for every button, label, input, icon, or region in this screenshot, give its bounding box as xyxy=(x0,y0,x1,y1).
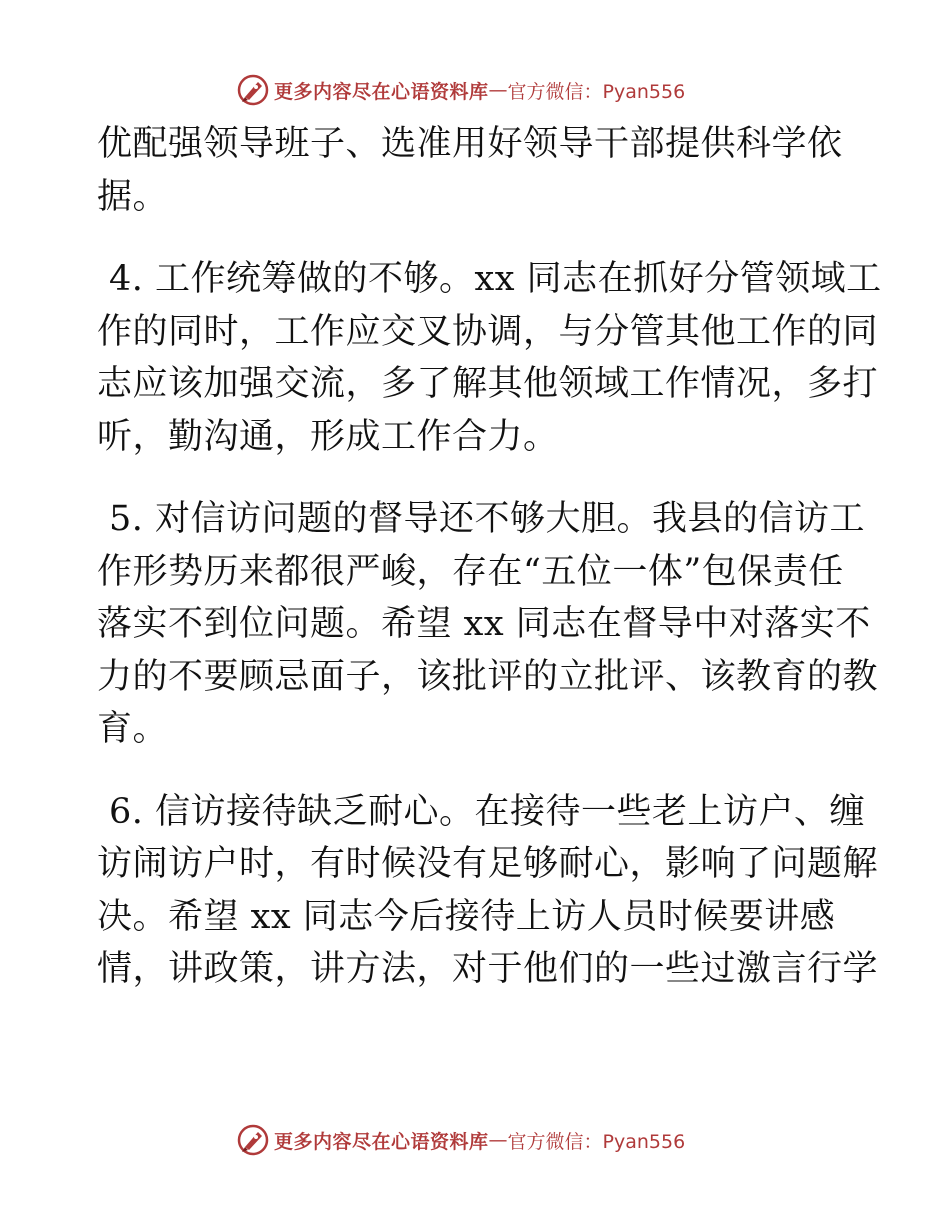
text-line: 优配强领导班子、选准用好领导干部提供科学依 xyxy=(97,124,843,164)
paragraph-item-4 xyxy=(97,253,882,463)
document-body xyxy=(97,118,882,996)
header-brand-text: 更多内容尽在心语资料库 xyxy=(274,80,489,103)
paragraph-item-6 xyxy=(97,786,879,996)
header-wechat-text: 官方微信：Pyan556 xyxy=(507,80,686,103)
pen-nib-logo-icon xyxy=(236,1123,270,1157)
text-line: 5. 对信访问题的督导还不够大胆。我县的信访工 xyxy=(109,499,866,539)
text-line: 听，勤沟通，形成工作合力。 xyxy=(97,416,559,457)
text-line: 决。希望 xx 同志今后接待上访人员时候要讲感 xyxy=(97,896,836,937)
header-separator: — xyxy=(488,79,508,101)
paragraph-item-5 xyxy=(97,493,879,756)
footer-banner xyxy=(236,1123,685,1157)
text-line: 作的同时，工作应交叉协调，与分管其他工作的同 xyxy=(97,311,879,352)
text-line: 6. 信访接待缺乏耐心。在接待一些老上访户、缠 xyxy=(109,791,866,832)
footer-brand-text: 更多内容尽在心语资料库 xyxy=(274,1130,489,1153)
text-line: 据。 xyxy=(97,176,169,217)
text-line: 育。 xyxy=(97,709,169,749)
text-line: 作形势历来都很严峻，存在“五位一体”包保责任 xyxy=(97,551,844,592)
pen-nib-logo-icon xyxy=(236,73,270,107)
text-line: 落实不到位问题。希望 xx 同志在督导中对落实不 xyxy=(97,604,871,644)
paragraph-continuation xyxy=(97,118,857,223)
footer-separator: — xyxy=(488,1129,508,1151)
text-line: 情，讲政策，讲方法，对于他们的一些过激言行学 xyxy=(97,949,879,989)
footer-wechat-text: 官方微信：Pyan556 xyxy=(507,1130,686,1153)
header-banner xyxy=(236,73,685,107)
text-line: 访闹访户时，有时候没有足够耐心，影响了问题解 xyxy=(97,844,879,884)
text-line: 力的不要顾忌面子，该批评的立批评、该教育的教 xyxy=(97,656,879,697)
text-line: 志应该加强交流，多了解其他领域工作情况，多打 xyxy=(97,364,879,404)
text-line: 4. 工作统筹做的不够。xx 同志在抓好分管领域工 xyxy=(109,259,882,299)
